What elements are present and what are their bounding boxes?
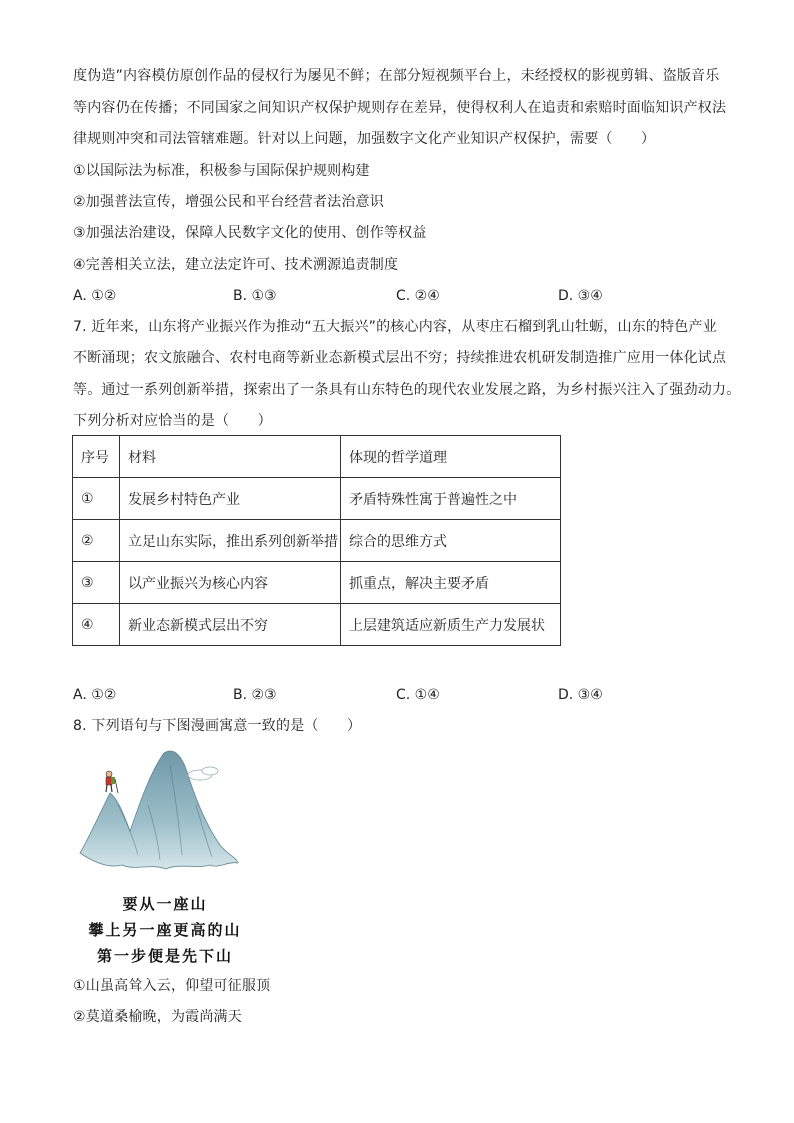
q6-option-c[interactable]: C. ②④ <box>396 288 440 304</box>
table-cell: 综合的思维方式 <box>341 520 561 562</box>
q6-option-b[interactable]: B. ①③ <box>233 288 277 304</box>
table-header-cell: 序号 <box>73 436 120 478</box>
cartoon-caption-line-3: 第一步便是先下山 <box>96 947 233 965</box>
table-header-cell: 材料 <box>120 436 341 478</box>
q7-option-d[interactable]: D. ③④ <box>558 687 603 703</box>
q7-stem-line-3: 等。通过一系列创新举措，探索出了一条具有山东特色的现代农业发展之路，为乡村振兴注入了强劲动力。 <box>73 382 741 398</box>
hiker-figure <box>106 771 118 793</box>
q6-option-d[interactable]: D. ③④ <box>558 288 603 304</box>
q8-item-1: ①山虽高耸入云，仰望可征服顶 <box>73 978 271 994</box>
q7-option-c[interactable]: C. ①④ <box>396 687 440 703</box>
table-row <box>73 604 561 646</box>
table-cell: ② <box>73 520 120 562</box>
q7-stem-line-2: 不断涌现；农文旅融合、农村电商等新业态新模式层出不穷；持续推进农机研发制造推广应用一体化试点 <box>73 350 727 366</box>
q7-table <box>72 435 561 646</box>
table-cell: 抓重点，解决主要矛盾 <box>341 562 561 604</box>
q6-stem-line-2: 等内容仍在传播；不同国家之间知识产权保护规则存在差异，使得权利人在追责和索赔时面临知识产权法 <box>73 100 727 116</box>
q6-option-a[interactable]: A. ①② <box>73 288 117 304</box>
table-header-row <box>73 436 561 478</box>
q6-item-3: ③加强法治建设，保障人民数字文化的使用、创作等权益 <box>73 225 427 241</box>
cartoon-caption-line-2: 攀上另一座更高的山 <box>88 921 242 939</box>
q6-stem-line-1: 度伪造”内容模仿原创作品的侵权行为屡见不鲜；在部分短视频平台上，未经授权的影视剪辑、盗版音乐 <box>73 68 720 84</box>
table-cell: 矛盾特殊性寓于普遍性之中 <box>341 478 561 520</box>
table-cell: 立足山东实际，推出系列创新举措 <box>120 520 341 562</box>
q6-item-2: ②加强普法宣传，增强公民和平台经营者法治意识 <box>73 194 384 210</box>
table-cell: ① <box>73 478 120 520</box>
table-cell: ④ <box>73 604 120 646</box>
q6-item-1: ①以国际法为标准，积极参与国际保护规则构建 <box>73 163 370 179</box>
table-cell: 以产业振兴为核心内容 <box>120 562 341 604</box>
table-cell: 上层建筑适应新质生产力发展状 <box>341 604 561 646</box>
table-cell: 新业态新模式层出不穷 <box>120 604 341 646</box>
q8-item-2: ②莫道桑榆晚，为霞尚满天 <box>73 1009 242 1025</box>
q7-option-b[interactable]: B. ②③ <box>233 687 277 703</box>
q7-stem-line-1: 7. 近年来，山东将产业振兴作为推动“五大振兴”的核心内容，从枣庄石榴到乳山牡蛎，山东的特色产业 <box>73 319 717 335</box>
q6-stem-line-3: 律规则冲突和司法管辖难题。针对以上问题，加强数字文化产业知识产权保护，需要（ ） <box>73 131 656 147</box>
cloud-shape <box>188 767 218 780</box>
table-row <box>73 562 561 604</box>
table-row <box>73 520 561 562</box>
table-cell: 发展乡村特色产业 <box>120 478 341 520</box>
cartoon-caption-line-1: 要从一座山 <box>122 895 208 913</box>
q8-stem: 8. 下列语句与下图漫画寓意一致的是（ ） <box>73 718 362 734</box>
q7-options <box>73 685 733 705</box>
q6-item-4: ④完善相关立法，建立法定许可、技术溯源追责制度 <box>73 257 399 273</box>
table-cell: ③ <box>73 562 120 604</box>
q7-stem-line-4: 下列分析对应恰当的是（ ） <box>73 413 272 429</box>
q7-option-a[interactable]: A. ①② <box>73 687 117 703</box>
q6-options <box>73 286 733 306</box>
table-header-cell: 体现的哲学道理 <box>341 436 561 478</box>
table-row <box>73 478 561 520</box>
